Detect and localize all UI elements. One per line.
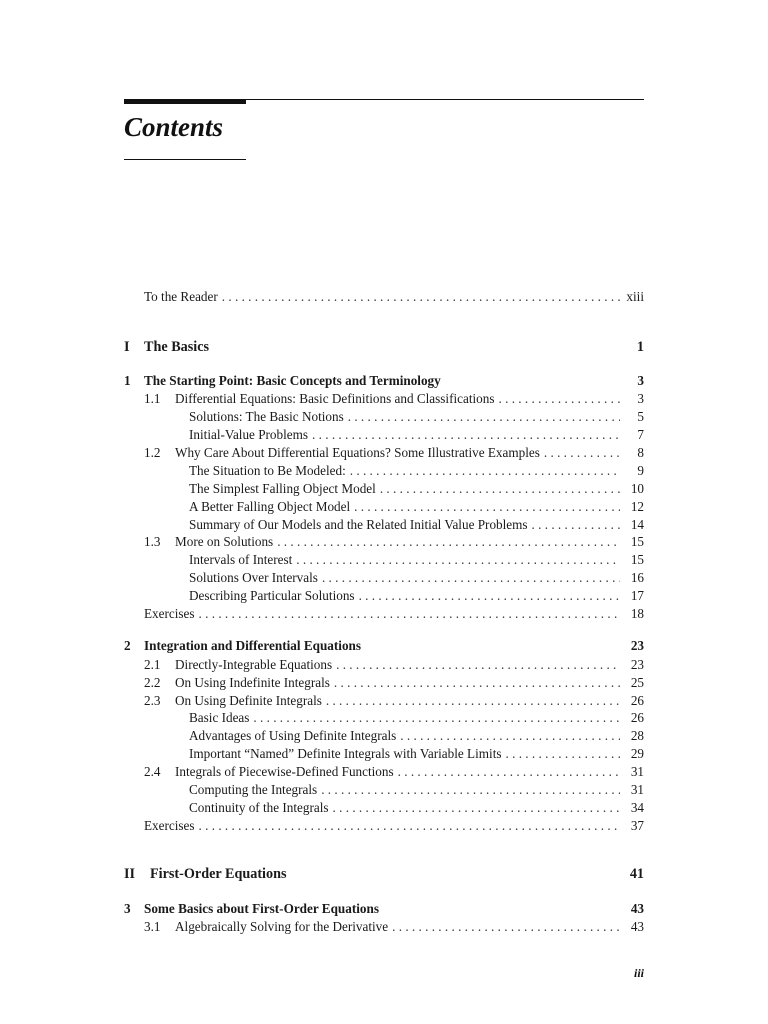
toc-entry-chapter[interactable] — [124, 372, 644, 389]
toc-entry-subsection[interactable] — [124, 516, 644, 533]
toc-dot-leader — [296, 551, 620, 568]
toc-dot-leader — [326, 692, 620, 709]
toc-dot-leader — [392, 918, 620, 935]
toc-dot-leader — [199, 605, 620, 622]
toc-entry-section[interactable] — [124, 763, 644, 780]
toc-entry-title: Algebraically Solving for the Derivative — [175, 919, 389, 934]
toc-entry-number: 2.1 — [144, 657, 161, 672]
toc-dot-leader — [322, 569, 620, 586]
toc-entry-part[interactable] — [124, 339, 644, 356]
toc-entry-page: 16 — [630, 570, 644, 585]
toc-entry-title: Directly-Integrable Equations — [175, 657, 333, 672]
toc-entry-title: Integrals of Piecewise-Defined Functions — [175, 764, 394, 779]
toc-entry-title: Computing the Integrals — [189, 782, 318, 797]
toc-entry-title: Solutions Over Intervals — [189, 570, 318, 585]
toc-entry-title: First-Order Equations — [150, 866, 287, 882]
toc-entry-number: II — [124, 866, 136, 882]
toc-entry-number: 2.2 — [144, 675, 161, 690]
toc-entry-exercises[interactable] — [124, 817, 644, 834]
toc-entry-title: To the Reader — [144, 289, 218, 304]
toc-entry-page: 41 — [629, 866, 644, 882]
toc-entry-title: A Better Falling Object Model — [189, 499, 351, 514]
toc-entry-title: Advantages of Using Definite Integrals — [189, 728, 397, 743]
toc-entry-title: Important “Named” Definite Integrals with Variable Limits — [189, 746, 502, 761]
toc-entry-title: Summary of Our Models and the Related Initial Value Problems — [189, 517, 528, 532]
toc-entry-subsection[interactable] — [124, 408, 644, 425]
toc-dot-leader — [380, 480, 620, 497]
toc-dot-leader — [199, 817, 620, 834]
toc-entry-title: Initial-Value Problems — [189, 427, 309, 442]
toc-entry-page: 37 — [630, 818, 644, 833]
toc-entry-page: 15 — [630, 552, 644, 567]
toc-entry-subsection[interactable] — [124, 781, 644, 798]
toc-entry-number: 1.2 — [144, 445, 161, 460]
toc-dot-leader — [348, 408, 620, 425]
toc-entry-chapter[interactable] — [124, 637, 644, 654]
toc-entry-part[interactable] — [124, 866, 644, 883]
toc-dot-leader — [354, 498, 620, 515]
toc-entry-page: 12 — [630, 499, 644, 514]
toc-entry-subsection[interactable] — [124, 551, 644, 568]
toc-entry-page: 31 — [630, 764, 644, 779]
toc-dot-leader — [359, 587, 620, 604]
toc-entry-page: 28 — [630, 728, 644, 743]
toc-dot-leader — [336, 656, 620, 673]
toc-entry-page: 10 — [630, 481, 644, 496]
toc-entry-number: 2 — [124, 638, 131, 653]
toc-entry-subsection[interactable] — [124, 462, 644, 479]
toc-entry-page: 5 — [637, 409, 644, 424]
toc-entry-title: Exercises — [144, 818, 195, 833]
toc-entry-subsection[interactable] — [124, 799, 644, 816]
toc-entry-number: 2.4 — [144, 764, 161, 779]
toc-entry-title: Some Basics about First-Order Equations — [144, 901, 379, 916]
toc-entry-chapter[interactable] — [124, 900, 644, 917]
toc-entry-page: 14 — [630, 517, 644, 532]
toc-entry-section[interactable] — [124, 692, 644, 709]
toc-entry-page: 3 — [637, 373, 644, 388]
toc-dot-leader — [350, 462, 620, 479]
page-title: Contents — [124, 112, 224, 142]
toc-entry-page: 23 — [630, 657, 644, 672]
toc-entry-section[interactable] — [124, 444, 644, 461]
toc-entry-subsection[interactable] — [124, 480, 644, 497]
toc-entry-page: 1 — [636, 339, 644, 355]
toc-dot-leader — [253, 709, 620, 726]
toc-entry-page: 7 — [637, 427, 644, 442]
toc-dot-leader — [222, 288, 620, 305]
toc-entry-number: 2.3 — [144, 693, 161, 708]
toc-entry-subsection[interactable] — [124, 745, 644, 762]
toc-entry-page: 25 — [630, 675, 644, 690]
toc-entry-subsection[interactable] — [124, 498, 644, 515]
toc-entry-page: xiii — [626, 289, 644, 304]
toc-entry-number: 1.1 — [144, 391, 161, 406]
toc-entry-subsection[interactable] — [124, 569, 644, 586]
toc-entry-page: 31 — [630, 782, 644, 797]
toc-dot-leader — [312, 426, 620, 443]
toc-dot-leader — [333, 799, 620, 816]
toc-entry-title: Why Care About Differential Equations? Some Illustrative Examples — [175, 445, 540, 460]
toc-entry-title: The Starting Point: Basic Concepts and Terminology — [144, 373, 441, 388]
toc-entry-subsection[interactable] — [124, 426, 644, 443]
toc-entry-page: 8 — [637, 445, 644, 460]
toc-entry-title: The Situation to Be Modeled: — [189, 463, 346, 478]
toc-dot-leader — [506, 745, 621, 762]
toc-entry-page: 15 — [630, 534, 644, 549]
toc-entry-section[interactable] — [124, 674, 644, 691]
toc-entry-page: 3 — [637, 391, 644, 406]
toc-entry-exercises[interactable] — [124, 605, 644, 622]
toc-dot-leader — [532, 516, 620, 533]
toc-entry-number: I — [124, 339, 130, 355]
toc-entry-title: Describing Particular Solutions — [189, 588, 355, 603]
toc-entry-title: The Basics — [144, 339, 210, 355]
toc-entry-section[interactable] — [124, 656, 644, 673]
toc-entry-title: On Using Indefinite Integrals — [175, 675, 330, 690]
toc-dot-leader — [400, 727, 620, 744]
toc-entry-page: 26 — [630, 693, 644, 708]
toc-entry-front[interactable] — [124, 288, 644, 305]
toc-entry-title: On Using Definite Integrals — [175, 693, 322, 708]
toc-entry-page: 17 — [630, 588, 644, 603]
toc-dot-leader — [499, 390, 621, 407]
toc-entry-title: Exercises — [144, 606, 195, 621]
toc-entry-section[interactable] — [124, 918, 644, 935]
toc-entry-subsection[interactable] — [124, 727, 644, 744]
page-folio: iii — [633, 966, 644, 980]
toc-entry-subsection[interactable] — [124, 709, 644, 726]
toc-entry-page: 29 — [630, 746, 644, 761]
toc-entry-subsection[interactable] — [124, 587, 644, 604]
toc-entry-section[interactable] — [124, 533, 644, 550]
toc-entry-section[interactable] — [124, 390, 644, 407]
toc-entry-page: 26 — [630, 710, 644, 725]
toc-entry-page: 43 — [630, 901, 644, 916]
toc-entry-title: Basic Ideas — [189, 710, 250, 725]
toc-entry-title: Integration and Differential Equations — [144, 638, 362, 653]
toc-entry-page: 23 — [630, 638, 644, 653]
toc-entry-title: The Simplest Falling Object Model — [189, 481, 376, 496]
toc-entry-title: Differential Equations: Basic Definitions and Classifications — [175, 391, 495, 406]
toc-entry-page: 34 — [630, 800, 644, 815]
toc-entry-number: 1 — [124, 373, 131, 388]
toc-dot-leader — [277, 533, 620, 550]
toc-dot-leader — [544, 444, 620, 461]
toc-entry-number: 1.3 — [144, 534, 161, 549]
toc-entry-number: 3.1 — [144, 919, 161, 934]
toc-entry-page: 18 — [630, 606, 644, 621]
toc-dot-leader — [321, 781, 620, 798]
toc-dot-leader — [334, 674, 620, 691]
toc-entry-title: More on Solutions — [175, 534, 274, 549]
toc-entry-title: Solutions: The Basic Notions — [189, 409, 344, 424]
table-of-contents — [124, 0, 644, 1024]
toc-entry-number: 3 — [124, 901, 131, 916]
toc-dot-leader — [398, 763, 620, 780]
toc-entry-title: Intervals of Interest — [189, 552, 293, 567]
toc-entry-title: Continuity of the Integrals — [189, 800, 329, 815]
toc-entry-page: 9 — [637, 463, 644, 478]
toc-entry-page: 43 — [630, 919, 644, 934]
